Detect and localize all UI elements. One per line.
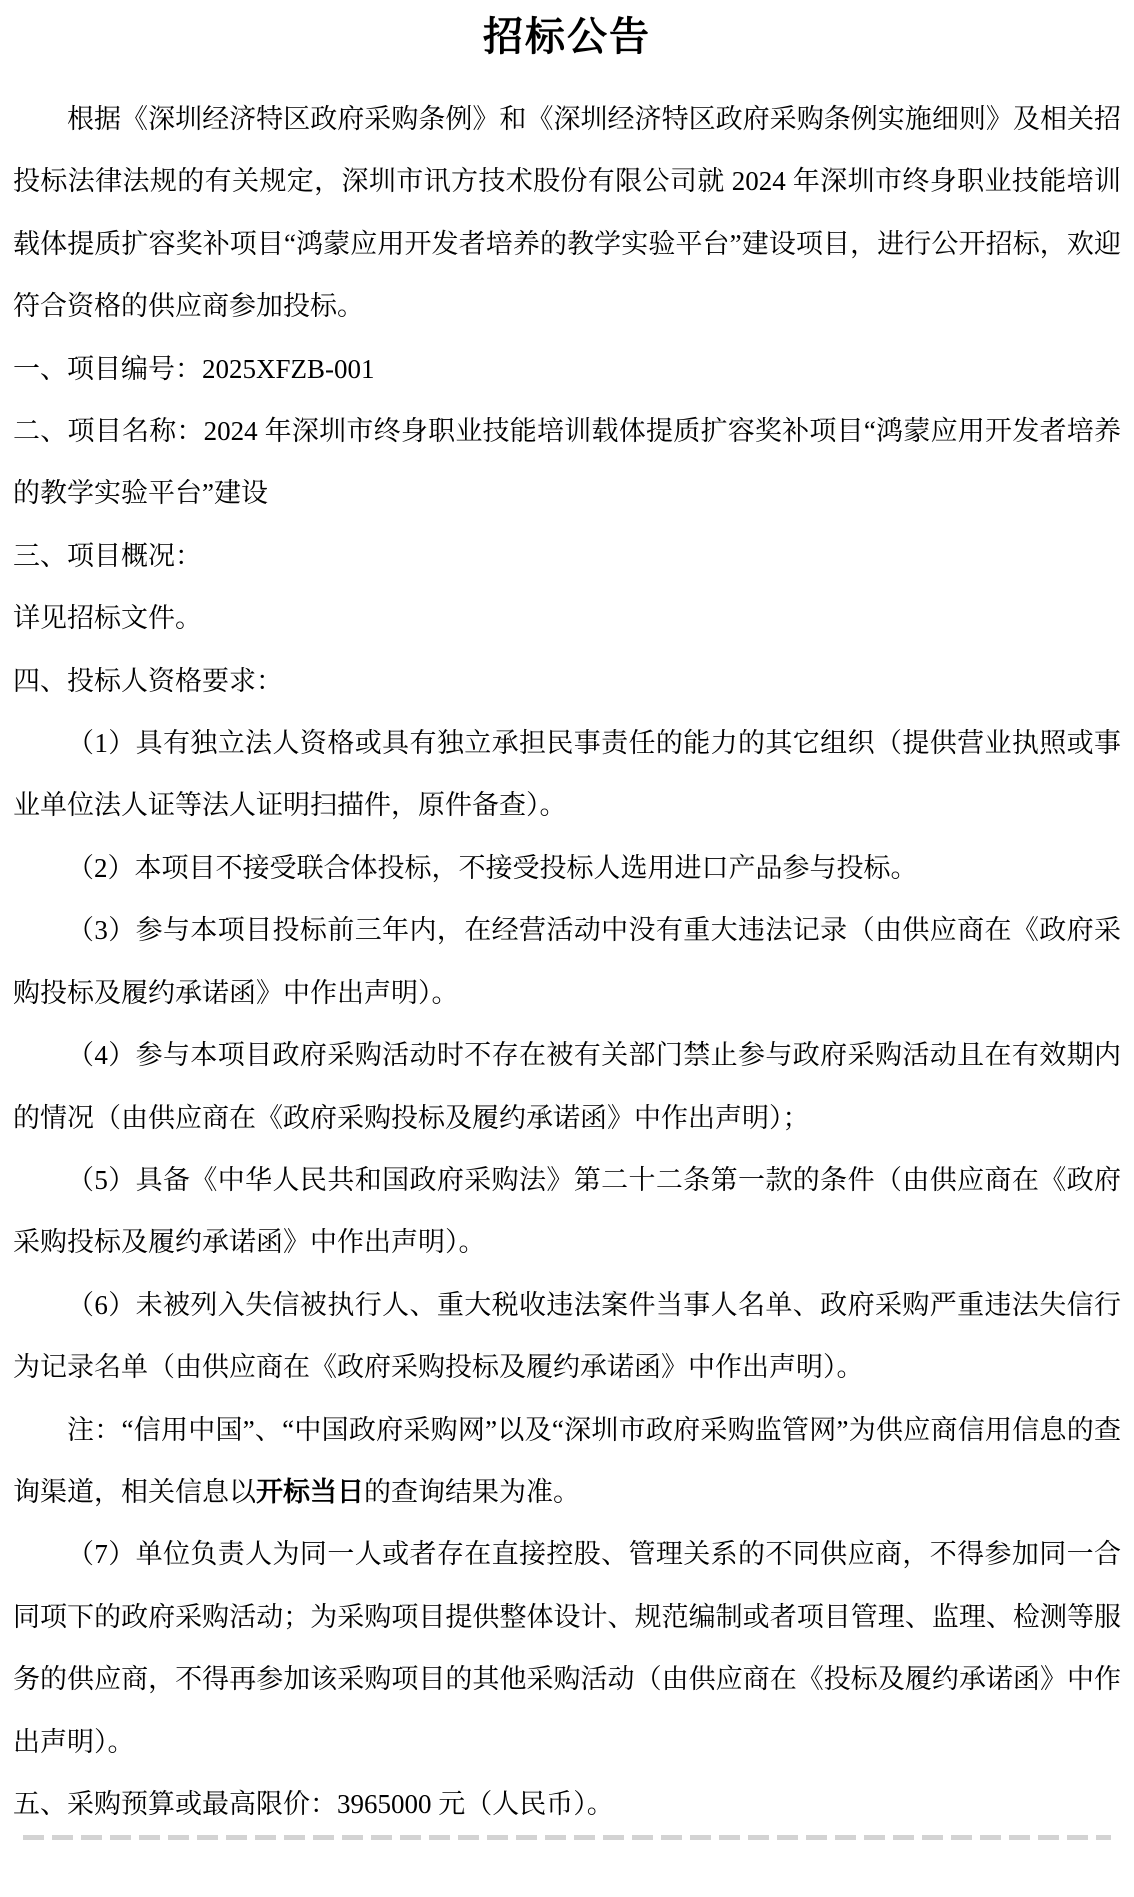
qualification-item-6: [13, 1274, 1121, 1399]
text-run: （5）具备《中华人民共和国政府采购法》第二十二条第一款的条件（由供应商在《政府采购投标及履约承诺函》中作出声明）。: [13, 1164, 1121, 1258]
section-1-project-number: [13, 338, 1121, 400]
clipped-next-line: [23, 1835, 1111, 1897]
credit-note: [13, 1399, 1121, 1524]
section-2-project-name: [13, 400, 1121, 525]
qualification-item-4: [13, 1024, 1121, 1149]
text-run: 二、项目名称：2024 年深圳市终身职业技能培训载体提质扩容奖补项目“鸿蒙应用开发者培养的教学实验平台”建设: [13, 416, 1121, 509]
text-run: 四、投标人资格要求：: [13, 665, 283, 696]
text-run: 五、采购预算或最高限价：3965000 元（人民币）。: [13, 1788, 614, 1819]
text-run: （2）本项目不接受联合体投标，不接受投标人选用进口产品参与投标。: [67, 852, 918, 883]
text-run: 根据《深圳经济特区政府采购条例》和《深圳经济特区政府采购条例实施细则》及相关招投标法律法规的有关规定，深圳市讯方技术股份有限公司就 2024 年深圳市终身职业技能培训载体提质扩容奖补项目“鸿蒙应用开发者培养的教学实验平台”建设项目，进行公开招标，欢迎符合资格的供应商参加投标。: [13, 104, 1121, 322]
text-run: （1）具有独立法人资格或具有独立承担民事责任的能力的其它组织（提供营业执照或事业单位法人证等法人证明扫描件，原件备查）。: [13, 728, 1121, 821]
text-run: 详见招标文件。: [13, 603, 202, 634]
section-3-overview-body: [13, 587, 1121, 649]
document-title: 招标公告: [483, 14, 651, 59]
document-body: [13, 88, 1121, 1835]
text-run: （3）参与本项目投标前三年内，在经营活动中没有重大违法记录（由供应商在《政府采购投标及履约承诺函》中作出声明）。: [13, 915, 1121, 1008]
text-run: 一、项目编号：2025XFZB-001: [13, 353, 375, 384]
qualification-item-7: [13, 1523, 1121, 1773]
section-5-budget: [13, 1773, 1121, 1835]
section-3-overview-heading: [13, 525, 1121, 587]
text-run: 注：“信用中国”、“中国政府采购网”以及“深圳市政府采购监管网”为供应商信用信息的查询渠道，相关信息以: [13, 1414, 1121, 1507]
emphasis-text: 开标当日: [256, 1476, 364, 1507]
text-run: （7）单位负责人为同一人或者存在直接控股、管理关系的不同供应商，不得参加同一合同项下的政府采购活动；为采购项目提供整体设计、规范编制或者项目管理、监理、检测等服务的供应商，不得再参加该采购项目的其他采购活动（由供应商在《投标及履约承诺函》中作出声明）。: [13, 1539, 1121, 1757]
qualification-item-2: [13, 837, 1121, 899]
intro-paragraph: [13, 88, 1121, 338]
qualification-item-1: [13, 712, 1121, 837]
text-run: 三、项目概况：: [13, 540, 202, 571]
text-run: 的查询结果为准。: [364, 1476, 580, 1507]
text-run: （6）未被列入失信被执行人、重大税收违法案件当事人名单、政府采购严重违法失信行为记录名单（由供应商在《政府采购投标及履约承诺函》中作出声明）。: [13, 1289, 1121, 1383]
qualification-item-5: [13, 1149, 1121, 1274]
section-4-qualifications-heading: [13, 650, 1121, 712]
qualification-item-3: [13, 899, 1121, 1024]
text-run: （4）参与本项目政府采购活动时不存在被有关部门禁止参与政府采购活动且在有效期内的情况（由供应商在《政府采购投标及履约承诺函》中作出声明）；: [13, 1040, 1121, 1133]
